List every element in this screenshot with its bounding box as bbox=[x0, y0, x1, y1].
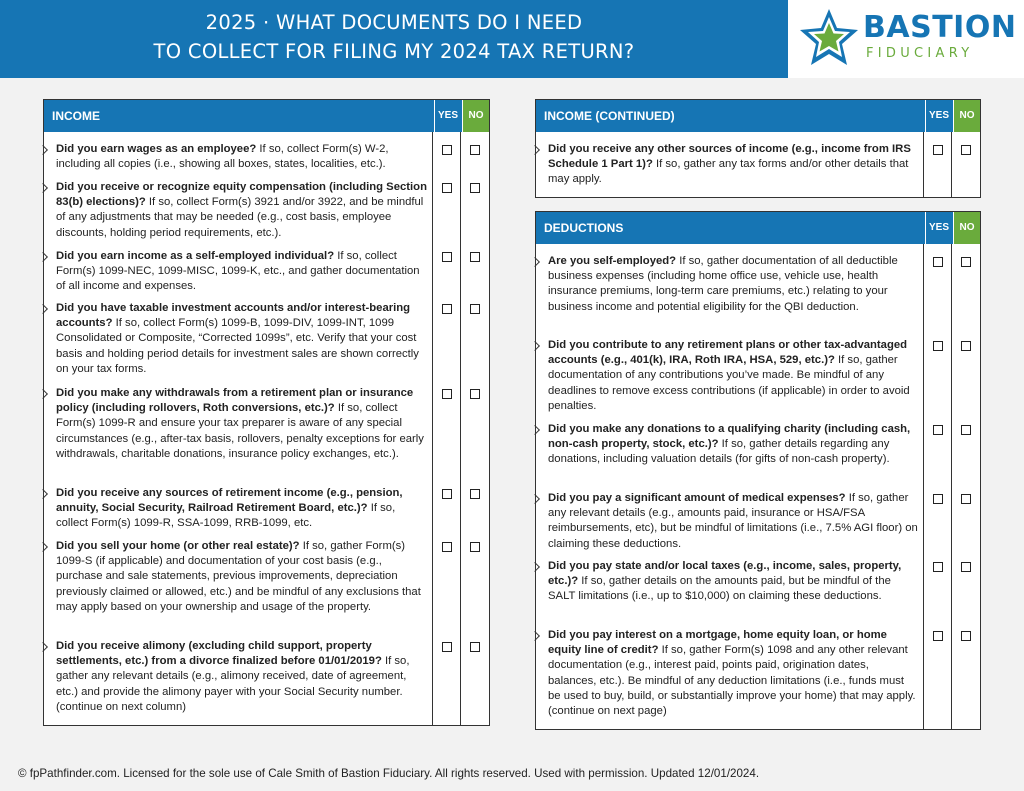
logo-subtitle: FIDUCIARY bbox=[866, 46, 974, 61]
question-row bbox=[44, 142, 433, 172]
question-row bbox=[536, 142, 924, 188]
answer-text: If so, gather documentation of all deductible business expenses (including home office use, vehicle use, health insurance premiums, long-term care premiums, etc.) relating to your business income and potential eligibility for the QBI deduction. bbox=[548, 255, 898, 313]
question-text: Did you pay state and/or local taxes (e.g., income, sales, property, etc.)? bbox=[548, 560, 902, 588]
question-row bbox=[44, 539, 433, 615]
question-text: Did you receive alimony (excluding child support, property settlements, etc.) from a divorce finalized before 01/01/2019? bbox=[56, 640, 382, 668]
no-checkbox[interactable] bbox=[961, 425, 971, 435]
yes-checkbox[interactable] bbox=[933, 562, 943, 572]
question-text: Did you pay a significant amount of medical expenses? bbox=[548, 492, 846, 504]
answer-text: If so, collect Form(s) 1099-B, 1099-DIV, 1099-INT, 1099 Consolidated or Composite, “Corrected 1099s”, etc. Verify that your cost basis and holding period details for investment sales are shown correctly on your tax forms. bbox=[56, 317, 419, 375]
chevron-right-icon bbox=[535, 256, 542, 267]
question-text: Did you receive any other sources of income (e.g., income from IRS Schedule 1 Part 1)? bbox=[548, 143, 911, 171]
question-text: Did you make any withdrawals from a retirement plan or insurance policy (including rollovers, Roth conversions, etc.)? bbox=[56, 387, 414, 415]
logo bbox=[788, 0, 1024, 78]
yes-checkbox[interactable] bbox=[442, 542, 452, 552]
no-checkbox[interactable] bbox=[961, 562, 971, 572]
yes-checkbox[interactable] bbox=[442, 252, 452, 262]
column-divider bbox=[951, 244, 952, 729]
chevron-right-icon bbox=[535, 561, 542, 572]
income-title: INCOME bbox=[52, 109, 100, 123]
answer-text: If so, collect Form(s) W-2, including all copies (i.e., showing all boxes, states, localities, etc.). bbox=[56, 143, 389, 171]
answer-text: If so, gather any relevant details (e.g., amounts paid, insurance or HSA/FSA reimbursements, etc), but be mindful of limitations (i.e., 7.5% AGI floor) on claiming these deductions. bbox=[548, 492, 918, 550]
answer-text: If so, gather Form(s) 1098 and any other relevant documentation (e.g., interest paid, points paid, origination dates, balances, etc.). Be mindful of any deduction limitations (i.e., funds must be used to buy, build, or substantially improve your home) that may apply. (continue on next page) bbox=[548, 644, 916, 718]
question-row bbox=[536, 628, 924, 719]
deductions-header bbox=[536, 212, 980, 244]
yes-checkbox[interactable] bbox=[933, 145, 943, 155]
yes-column-header: YES bbox=[925, 100, 952, 132]
page-header bbox=[0, 0, 788, 78]
column-divider bbox=[460, 132, 461, 725]
income-continued-title: INCOME (CONTINUED) bbox=[544, 109, 675, 123]
question-row bbox=[44, 386, 433, 462]
chevron-right-icon bbox=[43, 182, 50, 193]
question-row bbox=[44, 180, 433, 241]
question-text: Did you pay interest on a mortgage, home equity loan, or home equity line of credit? bbox=[548, 629, 887, 657]
chevron-right-icon bbox=[43, 541, 50, 552]
answer-text: If so, gather details regarding any donations, including valuation details (for gifts of non-cash property). bbox=[548, 438, 890, 466]
chevron-right-icon bbox=[43, 251, 50, 262]
question-row bbox=[536, 338, 924, 414]
chevron-right-icon bbox=[43, 488, 50, 499]
chevron-right-icon bbox=[43, 388, 50, 399]
question-row bbox=[536, 254, 924, 315]
no-column-header: NO bbox=[953, 100, 980, 132]
chevron-right-icon bbox=[535, 424, 542, 435]
page-title-line1: 2025 · WHAT DOCUMENTS DO I NEED bbox=[205, 11, 583, 34]
no-checkbox[interactable] bbox=[470, 183, 480, 193]
no-checkbox[interactable] bbox=[961, 257, 971, 267]
income-header bbox=[44, 100, 489, 132]
no-checkbox[interactable] bbox=[470, 252, 480, 262]
answer-text: If so, collect Form(s) 1099-R and ensure your tax preparer is aware of any special circumstances (e.g., after-tax basis, rollovers, penalty exceptions for early withdrawals, charitable donations, insurance policy exchanges, etc.). bbox=[56, 402, 424, 460]
chevron-right-icon bbox=[535, 630, 542, 641]
chevron-right-icon bbox=[535, 493, 542, 504]
logo-brand: BASTION bbox=[863, 10, 1017, 45]
no-checkbox[interactable] bbox=[470, 642, 480, 652]
answer-text: If so, gather any tax forms and/or other details that may apply. bbox=[548, 158, 909, 186]
question-row bbox=[44, 639, 433, 715]
no-checkbox[interactable] bbox=[470, 542, 480, 552]
income-continued-header bbox=[536, 100, 980, 132]
no-checkbox[interactable] bbox=[470, 304, 480, 314]
answer-text: If so, gather any relevant details (e.g., alimony received, date of agreement, etc.) and provide the alimony payer with your Social Security number. (continue on next column) bbox=[56, 655, 410, 713]
question-text: Did you sell your home (or other real estate)? bbox=[56, 540, 300, 552]
no-checkbox[interactable] bbox=[961, 494, 971, 504]
no-column-header: NO bbox=[462, 100, 489, 132]
chevron-right-icon bbox=[43, 641, 50, 652]
yes-checkbox[interactable] bbox=[933, 494, 943, 504]
no-checkbox[interactable] bbox=[470, 489, 480, 499]
chevron-right-icon bbox=[535, 144, 542, 155]
footer-copyright: © fpPathfinder.com. Licensed for the sole use of Cale Smith of Bastion Fiduciary. All rights reserved. Used with permission. Updated 12/01/2024. bbox=[18, 767, 760, 780]
deductions-title: DEDUCTIONS bbox=[544, 221, 624, 235]
no-checkbox[interactable] bbox=[470, 145, 480, 155]
question-text: Did you receive or recognize equity compensation (including Section 83(b) elections)? bbox=[56, 181, 427, 209]
answer-text: If so, gather Form(s) 1099-S (if applicable) and documentation of your cost basis (e.g., purchase and sale statements, previous improvements, depreciation previously claimed or allowed, etc.) and be mindful of any exclusions that may apply based on your ownership and usage of the property. bbox=[56, 540, 421, 613]
chevron-right-icon bbox=[43, 144, 50, 155]
yes-column-header: YES bbox=[434, 100, 461, 132]
answer-text: If so, gather documentation of any contributions you’ve made. Be mindful of any deadlines to remove excess contributions (if applicable) in order to avoid penalties. bbox=[548, 354, 910, 412]
yes-checkbox[interactable] bbox=[442, 642, 452, 652]
question-text: Did you have taxable investment accounts and/or interest-bearing accounts? bbox=[56, 302, 411, 330]
yes-checkbox[interactable] bbox=[442, 489, 452, 499]
answer-text: If so, collect Form(s) 3921 and/or 3922, and be mindful of any adjustments that may be needed (e.g., cost basis, employee discounts, holding period requirements, etc.). bbox=[56, 196, 424, 239]
question-text: Are you self-employed? bbox=[548, 255, 677, 267]
yes-checkbox[interactable] bbox=[442, 389, 452, 399]
yes-column-header: YES bbox=[925, 212, 952, 244]
no-checkbox[interactable] bbox=[961, 631, 971, 641]
star-icon bbox=[798, 7, 860, 69]
no-checkbox[interactable] bbox=[961, 145, 971, 155]
income-panel bbox=[43, 99, 490, 726]
yes-checkbox[interactable] bbox=[442, 183, 452, 193]
income-continued-panel bbox=[535, 99, 981, 198]
question-row bbox=[536, 422, 924, 468]
question-row bbox=[44, 249, 433, 295]
question-text: Did you make any donations to a qualifying charity (including cash, non-cash property, stock, etc.)? bbox=[548, 423, 911, 451]
yes-checkbox[interactable] bbox=[933, 257, 943, 267]
no-checkbox[interactable] bbox=[961, 341, 971, 351]
yes-checkbox[interactable] bbox=[933, 341, 943, 351]
page-title-line2: TO COLLECT FOR FILING MY 2024 TAX RETURN? bbox=[153, 40, 635, 63]
question-row bbox=[536, 559, 924, 605]
answer-text: If so, collect Form(s) 1099-R, SSA-1099, RRB-1099, etc. bbox=[56, 502, 396, 530]
question-row bbox=[44, 486, 433, 532]
no-checkbox[interactable] bbox=[470, 389, 480, 399]
question-text: Did you contribute to any retirement plans or other tax-advantaged accounts (e.g., 401(k), IRA, Roth IRA, HSA, 529, etc.)? bbox=[548, 339, 908, 367]
question-text: Did you earn income as a self-employed individual? bbox=[56, 250, 335, 262]
question-text: Did you earn wages as an employee? bbox=[56, 143, 257, 155]
chevron-right-icon bbox=[535, 340, 542, 351]
column-divider bbox=[951, 132, 952, 197]
yes-checkbox[interactable] bbox=[933, 425, 943, 435]
no-column-header: NO bbox=[953, 212, 980, 244]
chevron-right-icon bbox=[43, 303, 50, 314]
yes-checkbox[interactable] bbox=[442, 304, 452, 314]
answer-text: If so, collect Form(s) 1099-NEC, 1099-MISC, 1099-K, etc., and gather documentation of all income and expenses. bbox=[56, 250, 420, 293]
yes-checkbox[interactable] bbox=[442, 145, 452, 155]
answer-text: If so, gather details on the amounts paid, but be mindful of the SALT limitations (i.e., up to $10,000) on claiming these deductions. bbox=[548, 575, 891, 603]
deductions-panel bbox=[535, 211, 981, 730]
question-row bbox=[44, 301, 433, 377]
question-text: Did you receive any sources of retirement income (e.g., pension, annuity, Social Security, Railroad Retirement Board, etc.)? bbox=[56, 487, 403, 515]
yes-checkbox[interactable] bbox=[933, 631, 943, 641]
question-row bbox=[536, 491, 924, 552]
